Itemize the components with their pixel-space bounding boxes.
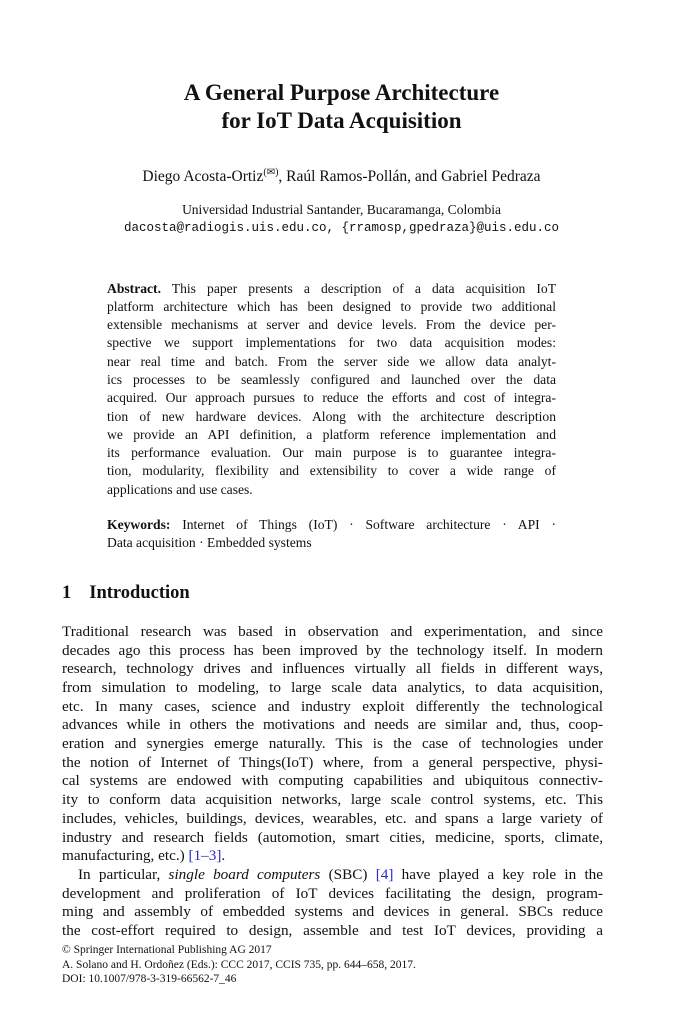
keywords-label: Keywords: (107, 517, 171, 532)
body-line: includes, vehicles, buildings, devices, wearables, etc. and spans a large variety of (62, 810, 603, 827)
abstract-line: acquired. Our approach pursues to reduce the efforts and cost of integra- (107, 390, 556, 405)
body-line: advances while in others the motivations and needs are similar and, thus, coop- (62, 716, 603, 733)
body-line: research, technology drives and influences virtually all fields in different ways, (62, 660, 603, 677)
body-line: Traditional research was based in observation and experimentation, and since (62, 623, 603, 640)
abstract-line: ics processes to be seamlessly configured and launched over the data (107, 372, 556, 387)
body-line: from simulation to modeling, to large scale data analytics, to data acquisition, (62, 679, 603, 696)
abstract-line: tion of new hardware devices. Along with the architecture description (107, 409, 556, 424)
abstract-line: its performance evaluation. Our main purpose is to guarantee integra- (107, 445, 556, 460)
body-line: the notion of Internet of Things(IoT) where, from a general perspective, physi- (62, 754, 603, 771)
body-line: development and proliferation of IoT devices facilitating the design, program- (62, 885, 603, 902)
body-text-span: . (221, 847, 226, 864)
abstract-line: extensible mechanisms at server and device levels. From the device per- (107, 317, 556, 332)
body-line (62, 866, 603, 884)
abstract-line: we provide an API definition, a platform reference implementation and (107, 427, 556, 442)
abstract-line: spective we support implementations for two data acquisition modes: (107, 335, 556, 350)
author-1: Diego Acosta-Ortiz (142, 168, 264, 186)
abstract-line: tion, modularity, flexibility and extensibility to cover a wide range of (107, 463, 556, 478)
abstract-line (107, 281, 556, 297)
abstract-line: platform architecture which has been designed to provide two additional (107, 299, 556, 314)
doi: DOI: 10.1007/978-3-319-66562-7_46 (62, 973, 237, 985)
emails: dacosta@radiogis.uis.edu.co, {rramosp,gpedraza}@uis.edu.co (123, 221, 560, 235)
citation-link-4[interactable]: [4] (375, 866, 394, 883)
paper-title-line-2: for IoT Data Acquisition (221, 108, 462, 133)
keywords-text: Internet of Things (IoT) · Software architecture · API · (170, 517, 556, 532)
citation-link-1-3[interactable]: [1–3] (188, 847, 222, 864)
copyright: © Springer International Publishing AG 2017 (62, 944, 272, 956)
authors (0, 167, 683, 186)
body-line: eration and synergies emerge naturally. This is the case of technologies under (62, 735, 603, 752)
body-text-span: have played a key role in the (393, 866, 603, 883)
body-text-span: manufacturing, etc.) (62, 847, 189, 864)
body-line: cal systems are endowed with computing capabilities and ubiquitous connectiv- (62, 772, 603, 789)
keywords-line: Data acquisition · Embedded systems (107, 535, 312, 550)
abstract-text: This paper presents a description of a data acquisition IoT (160, 281, 556, 296)
abstract-line: applications and use cases. (107, 482, 253, 497)
envelope-icon: (✉) (263, 167, 279, 178)
abstract-line: near real time and batch. From the server side we allow data analyt- (107, 354, 556, 369)
other-authors: , Raúl Ramos-Pollán, and Gabriel Pedraza (278, 168, 541, 186)
emphasis-text: single board computers (168, 866, 321, 883)
editors-info: A. Solano and H. Ordoñez (Eds.): CCC 2017, CCIS 735, pp. 644–658, 2017. (62, 959, 416, 971)
body-line: ming and assembly of embedded systems and devices in general. SBCs reduce (62, 903, 603, 920)
body-text-span: (SBC) (320, 866, 376, 883)
section-heading (62, 583, 190, 604)
body-text-span: In particular, (78, 866, 169, 883)
section-number: 1 (62, 583, 72, 603)
body-line: etc. In many cases, science and industry exploit differently the technological (62, 698, 603, 715)
affiliation: Universidad Industrial Santander, Bucaramanga, Colombia (182, 202, 501, 217)
abstract-label: Abstract. (107, 281, 161, 296)
paper-title-line-1: A General Purpose Architecture (183, 80, 500, 105)
body-line: ity to conform data acquisition networks, large scale control systems, etc. This (62, 791, 603, 808)
body-line: industry and research fields (automotion, smart cities, medicine, sports, climate, (62, 829, 603, 846)
body-line: decades ago this process has been improved by the technology itself. In modern (62, 642, 603, 659)
body-line: the cost-effort required to design, assemble and test IoT devices, providing a (62, 922, 603, 939)
section-title: Introduction (89, 583, 190, 603)
keywords-line (107, 517, 556, 533)
body-line (62, 847, 603, 865)
